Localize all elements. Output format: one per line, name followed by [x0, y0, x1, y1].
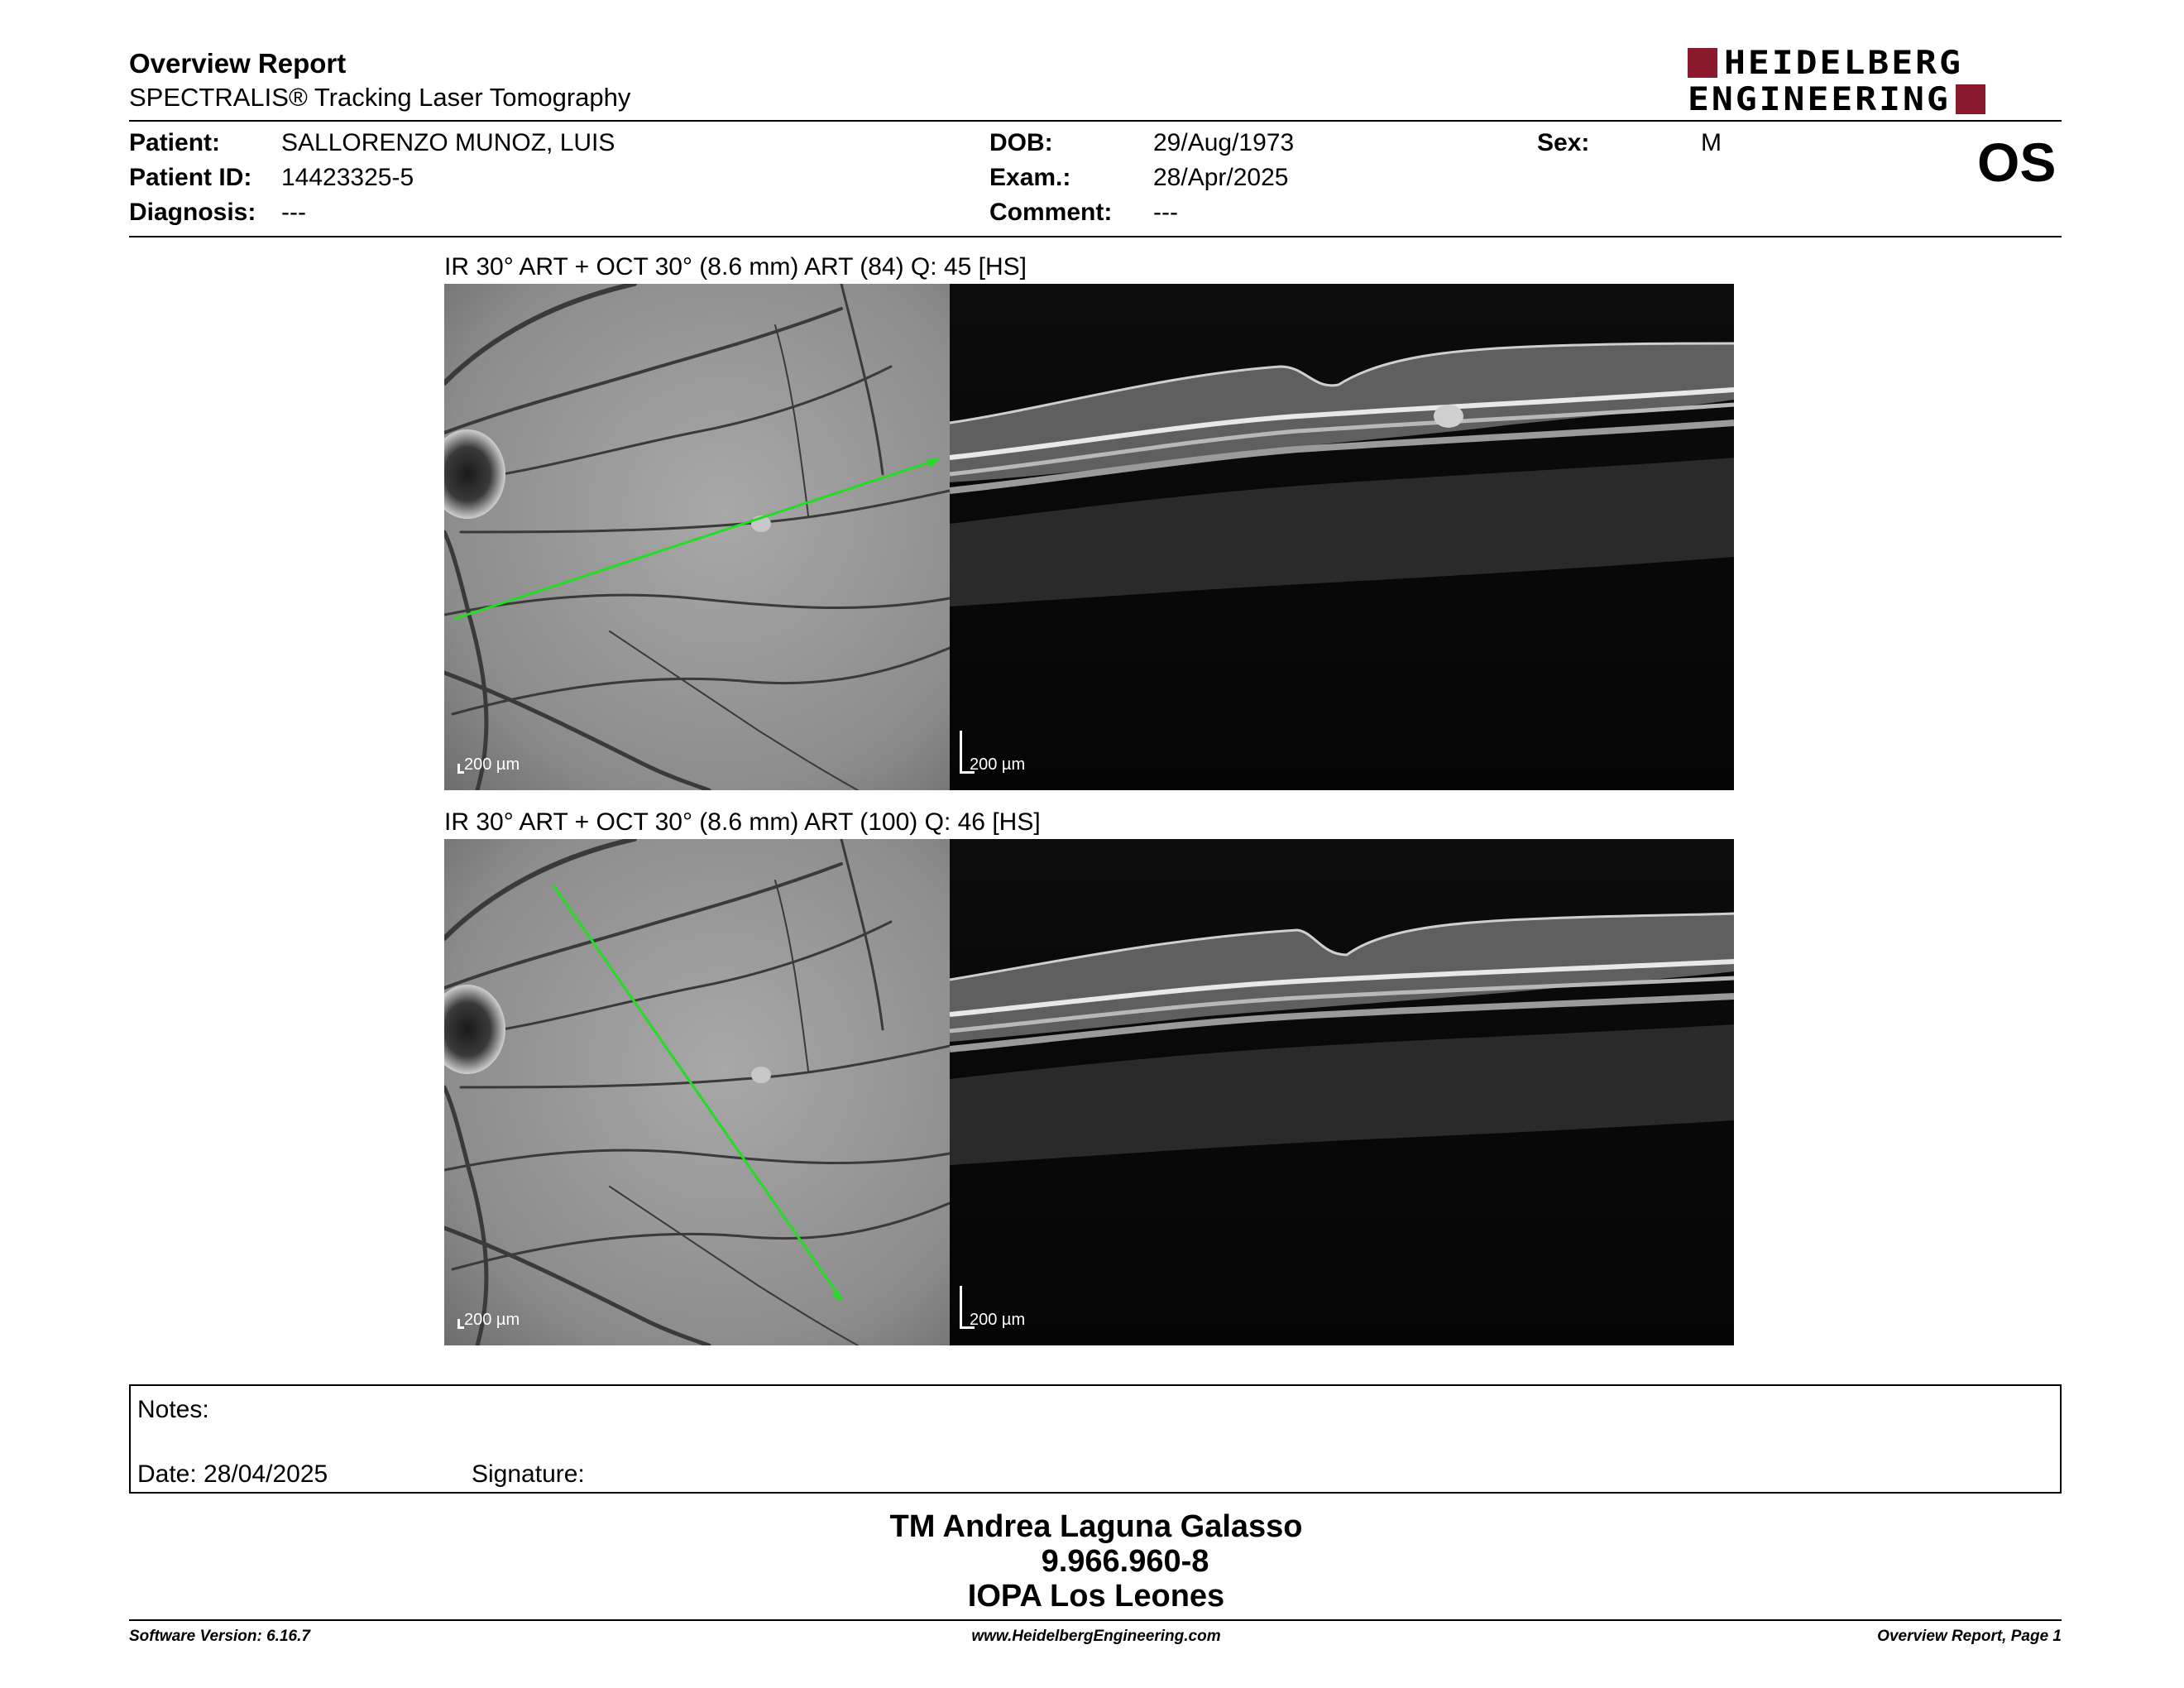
fundus-image-1[interactable]	[444, 284, 950, 790]
diagnosis-value: ---	[281, 199, 306, 226]
heidelberg-logo	[1688, 46, 2068, 116]
notes-date: Date: 28/04/2025	[137, 1460, 328, 1488]
eye-indicator: OS	[1977, 132, 2057, 193]
logo-line-2: ENGINEERING	[1688, 80, 1951, 118]
scale-bar-icon	[457, 764, 464, 774]
signature-label: Signature:	[472, 1460, 585, 1488]
logo-square-icon	[1956, 84, 1985, 114]
patient-name: SALLORENZO MUNOZ, LUIS	[281, 129, 615, 156]
oct-bscan-1[interactable]	[950, 284, 1734, 790]
logo-line-1: HEIDELBERG	[1724, 44, 1963, 82]
notes-box[interactable]	[129, 1384, 2062, 1494]
oct-2-scale: 200 µm	[970, 1311, 1026, 1329]
scan-1-caption: IR 30° ART + OCT 30° (8.6 mm) ART (84) Q: 45 [HS]	[444, 253, 1027, 281]
scan-2-caption: IR 30° ART + OCT 30° (8.6 mm) ART (100) Q: 46 [HS]	[444, 808, 1041, 836]
patient-label: Patient:	[129, 129, 221, 156]
scale-bar-icon	[457, 1319, 464, 1329]
patient-rule	[129, 236, 2062, 237]
page-indicator: Overview Report, Page 1	[1877, 1628, 2062, 1645]
fundus-2-scale: 200 µm	[464, 1311, 520, 1329]
notes-label: Notes:	[137, 1396, 209, 1423]
report-subtitle: SPECTRALIS® Tracking Laser Tomography	[129, 83, 631, 112]
dob-label: DOB:	[989, 129, 1053, 156]
sex-value: M	[1701, 129, 1722, 156]
logo-square-icon	[1688, 48, 1717, 78]
diagnosis-label: Diagnosis:	[129, 199, 256, 226]
signatory-name: TM Andrea Laguna Galasso	[889, 1509, 1303, 1544]
patient-id-label: Patient ID:	[129, 164, 252, 191]
signatory-institution: IOPA Los Leones	[967, 1579, 1225, 1614]
patient-id: 14423325-5	[281, 164, 414, 191]
signatory-id: 9.966.960-8	[1041, 1544, 1209, 1579]
header-rule	[129, 120, 2062, 122]
exam-value: 28/Apr/2025	[1153, 164, 1289, 191]
dob-value: 29/Aug/1973	[1153, 129, 1295, 156]
report-title: Overview Report	[129, 48, 347, 79]
software-version: Software Version: 6.16.7	[129, 1628, 310, 1645]
sex-label: Sex:	[1537, 129, 1590, 156]
website-link[interactable]: www.HeidelbergEngineering.com	[971, 1628, 1221, 1645]
exam-label: Exam.:	[989, 164, 1071, 191]
comment-value: ---	[1153, 199, 1178, 226]
footer-rule	[129, 1619, 2062, 1621]
oct-bscan-2[interactable]	[950, 839, 1734, 1345]
comment-label: Comment:	[989, 199, 1113, 226]
fundus-image-2[interactable]	[444, 839, 950, 1345]
oct-1-scale: 200 µm	[970, 755, 1026, 774]
fundus-1-scale: 200 µm	[464, 755, 520, 774]
